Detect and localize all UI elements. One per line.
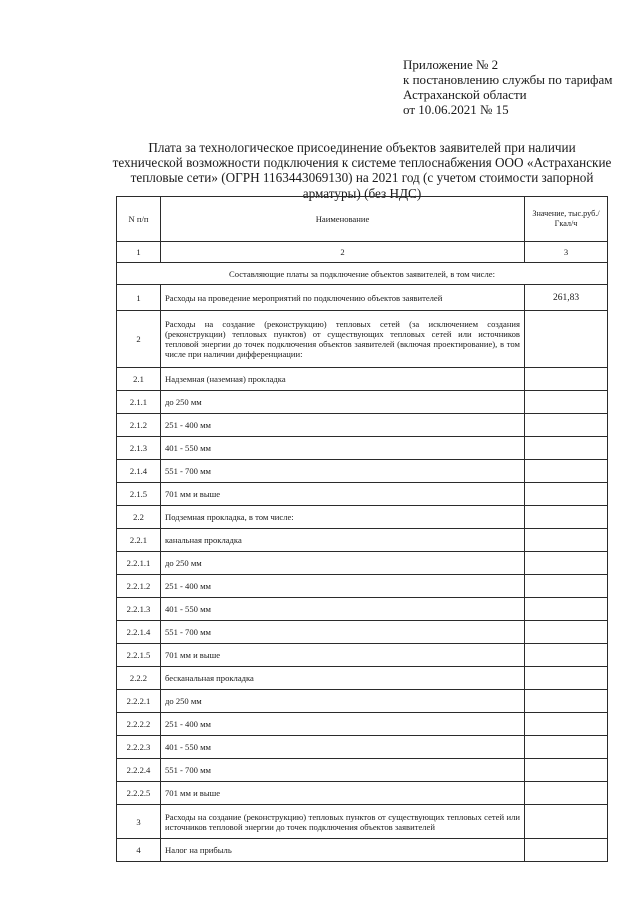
row-value: [525, 782, 608, 805]
row-value: [525, 437, 608, 460]
row-value: [525, 736, 608, 759]
row-name: до 250 мм: [161, 690, 525, 713]
row-value: [525, 483, 608, 506]
column-number: 1: [117, 242, 161, 263]
row-name: Подземная прокладка, в том числе:: [161, 506, 525, 529]
row-number: 2.1.4: [117, 460, 161, 483]
column-number-row: [117, 242, 608, 263]
appendix-title: Приложение № 2: [403, 57, 499, 72]
column-number: 2: [161, 242, 525, 263]
row-value: [525, 575, 608, 598]
row-name: бесканальная прокладка: [161, 667, 525, 690]
table-row: [117, 311, 608, 368]
table-row: [117, 391, 608, 414]
row-number: 2.1.5: [117, 483, 161, 506]
row-number: 2.2.1.3: [117, 598, 161, 621]
row-name: 401 - 550 мм: [161, 736, 525, 759]
row-number: 2.1.3: [117, 437, 161, 460]
row-value: [525, 598, 608, 621]
header-name: Наименование: [161, 197, 525, 242]
row-value: [525, 805, 608, 839]
row-name: 401 - 550 мм: [161, 598, 525, 621]
row-value: [525, 839, 608, 862]
row-number: 2.2.2.2: [117, 713, 161, 736]
row-number: 2.2.2: [117, 667, 161, 690]
row-number: 2.2.1: [117, 529, 161, 552]
appendix-block: [403, 57, 612, 117]
row-name: 401 - 550 мм: [161, 437, 525, 460]
row-name: Расходы на проведение мероприятий по подключению объектов заявителей: [161, 285, 525, 311]
row-name: Налог на прибыль: [161, 839, 525, 862]
table-row: [117, 483, 608, 506]
row-name: 701 мм и выше: [161, 782, 525, 805]
row-name: 551 - 700 мм: [161, 460, 525, 483]
table-row: [117, 759, 608, 782]
appendix-date: от 10.06.2021 № 15: [403, 102, 509, 117]
fee-table: [116, 196, 608, 862]
row-name: 551 - 700 мм: [161, 759, 525, 782]
row-value: [525, 621, 608, 644]
row-number: 2.1.1: [117, 391, 161, 414]
table-row: [117, 598, 608, 621]
section-row: [117, 263, 608, 285]
row-number: 2.2.2.1: [117, 690, 161, 713]
row-name: канальная прокладка: [161, 529, 525, 552]
table-row: [117, 621, 608, 644]
row-name: до 250 мм: [161, 552, 525, 575]
row-name: 251 - 400 мм: [161, 713, 525, 736]
table-row: [117, 529, 608, 552]
row-value: [525, 460, 608, 483]
row-value: [525, 644, 608, 667]
column-number: 3: [525, 242, 608, 263]
row-value: [525, 506, 608, 529]
row-number: 2.2.2.3: [117, 736, 161, 759]
row-value: 261,83: [525, 285, 608, 311]
section-title: Составляющие платы за подключение объектов заявителей, в том числе:: [117, 263, 608, 285]
row-value: [525, 391, 608, 414]
header-num: N п/п: [117, 197, 161, 242]
row-number: 3: [117, 805, 161, 839]
row-name: 701 мм и выше: [161, 483, 525, 506]
row-value: [525, 759, 608, 782]
row-value: [525, 552, 608, 575]
row-number: 4: [117, 839, 161, 862]
row-value: [525, 529, 608, 552]
row-number: 2.2.2.4: [117, 759, 161, 782]
table-row: [117, 460, 608, 483]
row-value: [525, 667, 608, 690]
row-name: 251 - 400 мм: [161, 414, 525, 437]
row-name: 701 мм и выше: [161, 644, 525, 667]
row-number: 2.2.1.5: [117, 644, 161, 667]
document-title: Плата за технологическое присоединение объектов заявителей при наличии технической возможности подключения к системе теплоснабжения ООО «Астраханские тепловые сети» (ОГРН 1163443069130) на 2021 год (с учетом стоимости запорной арматуры) (без НДС): [112, 140, 612, 201]
table-row: [117, 690, 608, 713]
table-row: [117, 644, 608, 667]
row-value: [525, 311, 608, 368]
appendix-region: Астраханской области: [403, 87, 527, 102]
row-number: 2.2.1.4: [117, 621, 161, 644]
row-name: Расходы на создание (реконструкцию) тепловых пунктов от существующих тепловых сетей или источников тепловой энергии до точек подключения объектов заявителей: [161, 805, 525, 839]
row-number: 2.2.1.1: [117, 552, 161, 575]
table-row: [117, 414, 608, 437]
row-number: 1: [117, 285, 161, 311]
table-header-row: [117, 197, 608, 242]
row-number: 2.2: [117, 506, 161, 529]
row-number: 2.1.2: [117, 414, 161, 437]
table-row: [117, 506, 608, 529]
table-row: [117, 713, 608, 736]
row-value: [525, 414, 608, 437]
row-number: 2: [117, 311, 161, 368]
header-value: Значение, тыс.руб./Гкал/ч: [525, 197, 608, 242]
appendix-reference: к постановлению службы по тарифам: [403, 72, 613, 87]
row-name: 251 - 400 мм: [161, 575, 525, 598]
row-name: Расходы на создание (реконструкцию) тепловых сетей (за исключением создания (реконструкции) тепловых пунктов) от существующих тепловых сетей или источников тепловой энергии до точек подключения объектов заявителей (включая проектирование), в том числе при наличии дифференциации:: [161, 311, 525, 368]
row-number: 2.2.1.2: [117, 575, 161, 598]
table-row: [117, 285, 608, 311]
row-number: 2.1: [117, 368, 161, 391]
row-value: [525, 690, 608, 713]
row-value: [525, 368, 608, 391]
row-name: до 250 мм: [161, 391, 525, 414]
table-row: [117, 736, 608, 759]
row-number: 2.2.2.5: [117, 782, 161, 805]
table-row: [117, 782, 608, 805]
table-row: [117, 839, 608, 862]
row-name: 551 - 700 мм: [161, 621, 525, 644]
table-row: [117, 575, 608, 598]
table-row: [117, 667, 608, 690]
table-row: [117, 437, 608, 460]
row-value: [525, 713, 608, 736]
table-row: [117, 552, 608, 575]
table-row: [117, 805, 608, 839]
table-row: [117, 368, 608, 391]
row-name: Надземная (наземная) прокладка: [161, 368, 525, 391]
